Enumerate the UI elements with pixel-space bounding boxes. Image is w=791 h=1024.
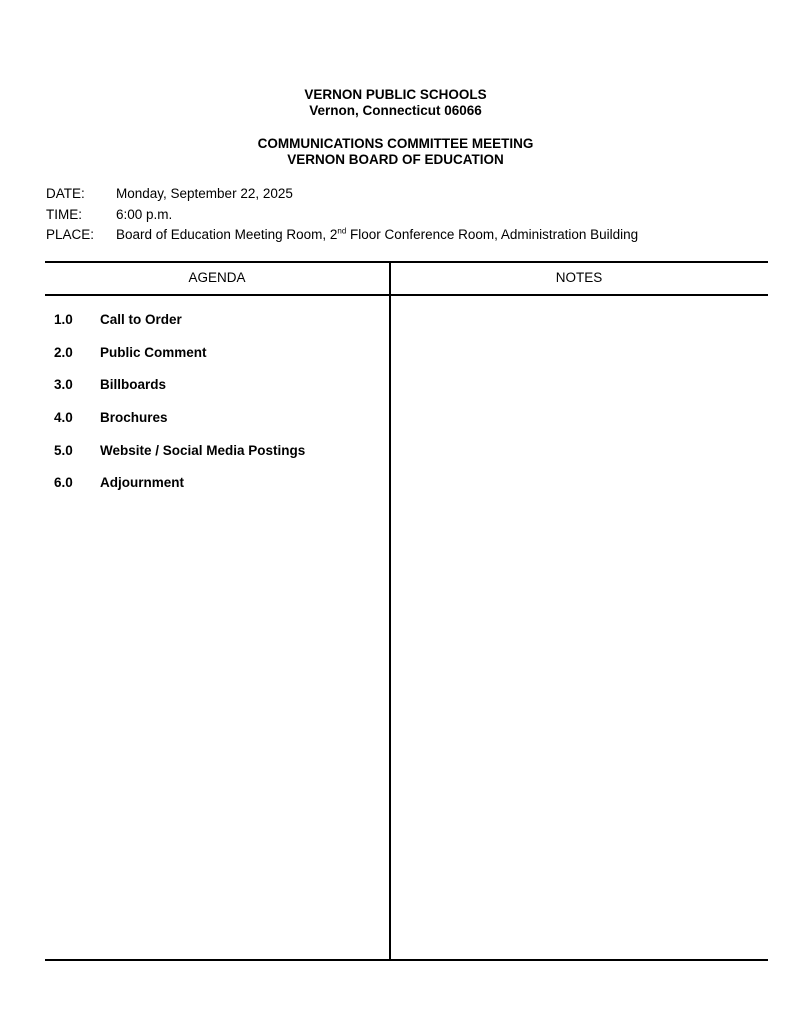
column-divider [389, 261, 391, 960]
agenda-item [54, 312, 305, 345]
date-label: DATE: [46, 186, 85, 201]
date-value: Monday, September 22, 2025 [116, 186, 293, 201]
organization-address: Vernon, Connecticut 06066 [309, 103, 482, 118]
time-row [46, 205, 638, 226]
meeting-board: VERNON BOARD OF EDUCATION [287, 152, 504, 167]
place-value-part2: Floor Conference Room, Administration Building [346, 227, 639, 242]
time-label: TIME: [46, 206, 82, 222]
meeting-title: COMMUNICATIONS COMMITTEE MEETING [257, 136, 534, 151]
agenda-item [54, 345, 305, 378]
agenda-item-number: 6.0 [54, 475, 73, 491]
agenda-item-number: 2.0 [54, 344, 73, 360]
agenda-item-title: Public Comment [100, 344, 207, 360]
date-row [46, 184, 638, 205]
table-top-rule [45, 261, 768, 263]
agenda-item-title: Adjournment [100, 475, 184, 491]
agenda-item-title: Brochures [100, 410, 168, 426]
agenda-item-number: 5.0 [54, 442, 73, 458]
table-bottom-rule [45, 959, 768, 961]
agenda-item-title: Billboards [100, 377, 167, 393]
agenda-item [54, 410, 305, 443]
time-value: 6:00 p.m. [116, 206, 173, 222]
agenda-item [54, 443, 305, 476]
table-header-rule [45, 294, 768, 296]
agenda-item-number: 3.0 [54, 377, 73, 393]
agenda-item [54, 377, 305, 410]
place-value [116, 225, 638, 246]
agenda-item-number: 4.0 [54, 410, 73, 426]
place-row [46, 225, 638, 246]
notes-column-header: NOTES [555, 270, 603, 285]
agenda-item [54, 475, 305, 508]
place-value-superscript: nd [337, 226, 347, 236]
meeting-header [0, 136, 791, 168]
agenda-list [54, 312, 305, 508]
place-value-part1: Board of Education Meeting Room, 2 [116, 227, 338, 242]
organization-header [0, 87, 791, 119]
agenda-item-number: 1.0 [54, 312, 73, 327]
agenda-item-title: Call to Order [100, 312, 182, 327]
agenda-item-title: Website / Social Media Postings [100, 442, 306, 458]
meeting-details [46, 184, 638, 246]
place-label: PLACE: [46, 227, 95, 242]
organization-name: VERNON PUBLIC SCHOOLS [304, 87, 487, 102]
agenda-column-header: AGENDA [188, 270, 246, 285]
